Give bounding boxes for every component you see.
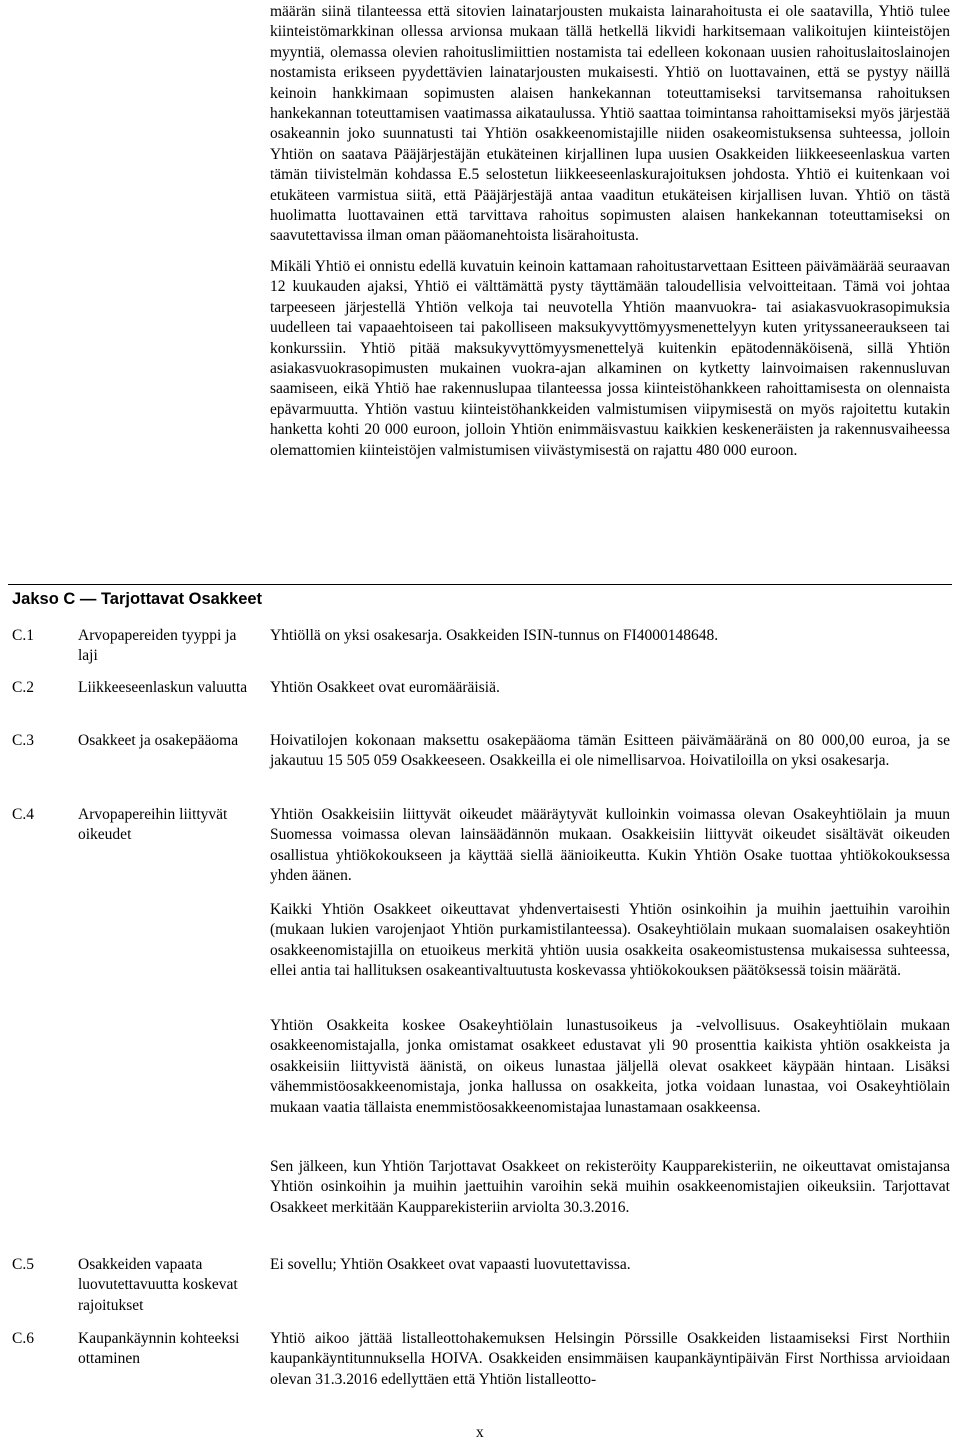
top-text-block: [270, 2, 950, 471]
row-text: Ei sovellu; Yhtiön Osakkeet ovat vapaasti luovutettavissa.: [270, 1256, 631, 1273]
row-name: Arvopapereihin liittyvät oikeudet: [78, 806, 228, 844]
row-name: Osakkeet ja osakepääoma: [78, 732, 239, 749]
row-code: C.6: [12, 1330, 34, 1347]
row-code: C.4: [12, 806, 34, 823]
row-text: Hoivatilojen kokonaan maksettu osakepääoma tämän Esitteen päivämääränä on 80 000,00 euroa, ja se jakautuu 15 505 059 Osakkeeseen. Osakkeilla ei ole nimellisarvoa. Hoivatiloilla on yksi osakesarja.: [270, 732, 950, 770]
row-text: Kaikki Yhtiön Osakkeet oikeuttavat yhdenvertaisesti Yhtiön osinkoihin ja muihin jaettuihin varoihin (mukaan lukien varojenjaot Yhtiön purkamistilanteessa). Osakeyhtiölain mukaan suomalaisen osakeyhtiön osakkeenomistajilla on etuoikeus merkitä yhtiön uusia osakkeita osakeomistustensa mukaisessa suhteessa, ellei antia tai hallituksen osakeantivaltuutusta koskevassa yhtiökokouksen päätöksessä toisin määrätä.: [270, 901, 950, 980]
row-text: Sen jälkeen, kun Yhtiön Tarjottavat Osakkeet on rekisteröity Kaupparekisteriin, ne oikeuttavat omistajansa Yhtiön osinkoihin ja muihin jaettuihin varoihin sekä muihin osakkeenomistajien oikeuksiin. Tarjottavat Osakkeet merkitään Kaupparekisteriin arviolta 30.3.2016.: [270, 1158, 950, 1216]
row-text: Yhtiön Osakkeita koskee Osakeyhtiölain lunastusoikeus ja -velvollisuus. Osakeyhtiölain mukaan osakkeenomistajalla, jonka omistamat osakkeet edustavat yli 90 prosenttia kaikista yhtiön osakkeista ja osakkeisiin liittyvistä äänistä, on oikeus lunastaa jäljellä olevat osakkeet käypään hintaan. Lisäksi vähemmistöosakkeenomistaja, jonka hallussa on osakkeita, jotka voidaan lunastaa, voi Osakeyhtiölain mukaan vaatia tällaista enemmistöosakkeenomistajaa lunastamaan osakkeensa.: [270, 1017, 950, 1116]
row-text: Yhtiön Osakkeet ovat euromääräisiä.: [270, 679, 500, 696]
row-text: Yhtiö aikoo jättää listalleottohakemuksen Helsingin Pörssille Osakkeiden listaamiseksi First Northiin kaupankäyntitunnuksella HOIVA. Osakkeiden ensimmäisen kaupankäyntipäivän First Northissa arvioidaan olevan 31.3.2016 edellyttäen että Yhtiön listalleotto-: [270, 1330, 950, 1388]
body-paragraph: määrän siinä tilanteessa että sitovien lainatarjousten mukaista lainarahoitusta ei ole saatavilla, Yhtiö tulee kiinteistömarkkinan ollessa arvionsa mukaan tällä hetkellä likvidi harkitsemaan valikoitujen kiinteistöjen myyntiä, olemassa olevien rahoituslimiittien nostamista tai edelleen kokonaan uusien rahoituslaitoslainojen nostamista erikseen pyydettävien lainatarjousten mukaisesti. Yhtiö on luottavainen, että se pystyy näillä keinoin hankkimaan sopimusten alaisen hankekannan toteuttamiseksi tarvitsemansa rahoituksen hankekannan toteuttamisen vaatimassa aikataulussa. Yhtiö saattaa toimintansa rahoittamiseksi myös järjestää osakeannin joko suunnatusti tai Yhtiön osakkeenomistajille niiden osakeomistuksensa suhteessa, jolloin Yhtiön on saatava Pääjärjestäjän etukäteinen kirjallinen lupa uusien Osakkeiden liikkeeseenlaskua varten tämän tiivistelmän kohdassa E.5 selostetun liikkeeseenlaskurajoituksen johdosta. Yhtiö ei kuitenkaan voi etukäteen varmistua siitä, että Pääjärjestäjä antaa vaaditun etukäteisen kirjallisen luvan. Yhtiö on tästä huolimatta luottavainen että tarvittava rahoitus sopimusten alaisen hankekannan toteuttamiseksi on saavutettavissa ilman oman pääomanehtoista lisärahoitusta.: [270, 3, 950, 245]
row-text: Yhtiön Osakkeisiin liittyvät oikeudet määräytyvät kulloinkin voimassa olevan Osakeyhtiölain ja muun Suomessa voimassa olevan lainsäädännön mukaan. Osakkeisiin liittyvät oikeudet sisältävät oikeuden osallistua yhtiökokoukseen ja käyttää siellä äänioikeutta. Kukin Yhtiön Osake tuottaa yhtiökokouksessa yhden äänen.: [270, 806, 950, 885]
body-paragraph: Mikäli Yhtiö ei onnistu edellä kuvatuin keinoin kattamaan rahoitustarvettaan Esitteen päivämäärää seuraavan 12 kuukauden ajaksi, Yhtiö ei välttämättä pysty täyttämään taloudellisia velvoitteitaan. Tämä voi johtaa tarpeeseen järjestellä Yhtiön velkoja tai neuvotella Yhtiön maanvuokra- tai asiakasvuokrasopimuksia uudelleen tai vapaaehtoiseen tai pakolliseen maksukyvyttömyysmenettelyyn kuten yrityssaneeraukseen tai konkurssiin. Yhtiö pitää maksukyvyttömyysmenettelyä kuitenkin epätodennäköisenä, sillä Yhtiön asiakasvuokrasopimusten mukainen vuokra-ajan alkaminen on kytketty lainvoimaisen rakennusluvan saamiseen, eikä Yhtiö hae rakennuslupaa tilanteessa jossa kiinteistöhankkeen rahoittamisesta on olennaista epävarmuutta. Yhtiön vastuu kiinteistöhankkeiden valmistumisen viipymisestä on myös rajoitettu kutakin hanketta kohti 20 000 euroon, jolloin Yhtiön enimmäisvastuu kaikkien keskeneräisten ja rakennusvaiheessa olemattomien kiinteistöjen valmistumisen viivästymisestä on rajattu 480 000 euroon.: [270, 257, 950, 459]
row-name: Liikkeeseenlaskun valuutta: [78, 679, 248, 696]
row-code: C.3: [12, 732, 34, 749]
section-title: Jakso C — Tarjottavat Osakkeet: [12, 590, 263, 608]
section-divider: [8, 584, 952, 585]
row-name: Kaupankäynnin kohteeksi ottaminen: [78, 1330, 240, 1368]
row-code: C.5: [12, 1256, 34, 1273]
row-name: Osakkeiden vapaata luovutettavuutta koskevat rajoitukset: [78, 1256, 238, 1314]
page-number: x: [476, 1424, 484, 1441]
row-name: Arvopapereiden tyyppi ja laji: [78, 627, 237, 665]
row-code: C.2: [12, 679, 34, 696]
row-code: C.1: [12, 627, 34, 644]
row-text: Yhtiöllä on yksi osakesarja. Osakkeiden ISIN-tunnus on FI4000148648.: [270, 627, 719, 644]
